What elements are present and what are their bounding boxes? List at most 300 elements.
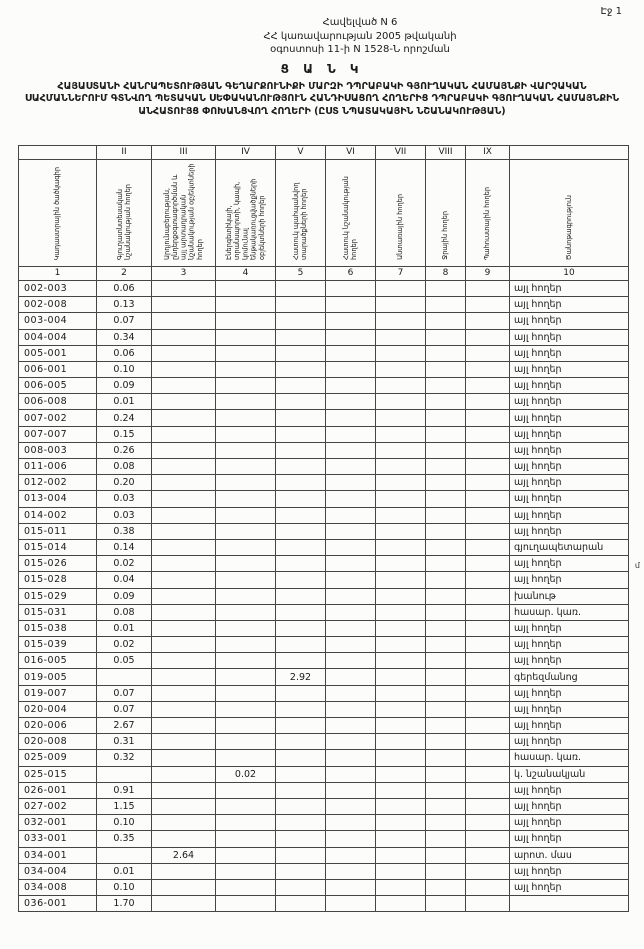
area-value-cell bbox=[152, 507, 216, 523]
note-cell: այլ հողեր bbox=[510, 701, 629, 717]
area-value-cell bbox=[216, 297, 276, 313]
area-value-cell bbox=[466, 588, 510, 604]
area-value-cell bbox=[152, 378, 216, 394]
area-value-cell bbox=[376, 782, 426, 798]
area-value-cell bbox=[376, 588, 426, 604]
area-value-cell: 0.14 bbox=[97, 539, 152, 555]
area-value-cell bbox=[276, 620, 326, 636]
area-value-cell: 0.01 bbox=[97, 863, 152, 879]
area-value-cell bbox=[276, 394, 326, 410]
table-row bbox=[19, 669, 629, 685]
area-value-cell bbox=[276, 653, 326, 669]
cadastral-code-cell: 007-002 bbox=[19, 410, 97, 426]
cadastral-code-cell: 008-003 bbox=[19, 442, 97, 458]
area-value-cell bbox=[276, 604, 326, 620]
note-cell: այլ հողեր bbox=[510, 620, 629, 636]
area-value-cell bbox=[216, 701, 276, 717]
cadastral-code-cell: 011-006 bbox=[19, 459, 97, 475]
table-row bbox=[19, 734, 629, 750]
roman-numeral-row bbox=[19, 145, 629, 159]
area-value-cell bbox=[376, 637, 426, 653]
cadastral-code-cell: 034-004 bbox=[19, 863, 97, 879]
vertical-label: Արդյունաբերության, ընդերքօգտագործման և այլ արտադրական նշանակության օբյեկտների հողեր bbox=[162, 163, 204, 260]
area-value-cell bbox=[152, 394, 216, 410]
area-value-cell bbox=[466, 701, 510, 717]
area-value-cell bbox=[216, 718, 276, 734]
area-value-cell bbox=[426, 847, 466, 863]
note-cell: արոտ. մաս bbox=[510, 847, 629, 863]
area-value-cell bbox=[466, 653, 510, 669]
area-value-cell bbox=[426, 669, 466, 685]
area-value-cell bbox=[326, 572, 376, 588]
area-value-cell bbox=[276, 701, 326, 717]
area-value-cell bbox=[376, 297, 426, 313]
area-value-cell bbox=[326, 896, 376, 912]
area-value-cell bbox=[152, 863, 216, 879]
list-heading: Ց Ա Ն Կ bbox=[280, 61, 364, 76]
area-value-cell bbox=[466, 491, 510, 507]
area-value-cell bbox=[152, 750, 216, 766]
area-value-cell bbox=[152, 459, 216, 475]
table-row bbox=[19, 459, 629, 475]
appendix-title: Հավելված N 6 bbox=[322, 17, 398, 28]
area-value-cell bbox=[216, 734, 276, 750]
area-value-cell bbox=[152, 782, 216, 798]
note-cell bbox=[510, 896, 629, 912]
area-value-cell bbox=[376, 815, 426, 831]
area-value-cell bbox=[426, 442, 466, 458]
area-value-cell bbox=[376, 361, 426, 377]
area-value-cell bbox=[426, 556, 466, 572]
area-value-cell bbox=[466, 394, 510, 410]
area-value-cell: 0.05 bbox=[97, 653, 152, 669]
area-value-cell bbox=[152, 442, 216, 458]
area-value-cell bbox=[152, 426, 216, 442]
area-value-cell: 0.09 bbox=[97, 588, 152, 604]
column-label-water bbox=[426, 159, 466, 266]
area-value-cell: 0.02 bbox=[216, 766, 276, 782]
area-value-cell bbox=[216, 653, 276, 669]
area-value-cell bbox=[326, 329, 376, 345]
table-row bbox=[19, 718, 629, 734]
area-value-cell bbox=[216, 475, 276, 491]
area-value-cell bbox=[466, 798, 510, 814]
area-value-cell bbox=[152, 297, 216, 313]
column-label-protected-areas bbox=[276, 159, 326, 266]
area-value-cell bbox=[426, 766, 466, 782]
area-value-cell bbox=[426, 685, 466, 701]
note-cell: այլ հողեր bbox=[510, 863, 629, 879]
area-value-cell bbox=[426, 475, 466, 491]
area-value-cell bbox=[376, 426, 426, 442]
area-value-cell bbox=[376, 556, 426, 572]
area-value-cell bbox=[216, 815, 276, 831]
cadastral-code-cell: 015-014 bbox=[19, 539, 97, 555]
area-value-cell bbox=[326, 426, 376, 442]
roman-numeral-cell: IX bbox=[466, 145, 510, 159]
area-value-cell bbox=[466, 766, 510, 782]
scan-artifact: մ bbox=[634, 561, 640, 570]
column-number-cell: 9 bbox=[466, 266, 510, 280]
table-row bbox=[19, 766, 629, 782]
table-row bbox=[19, 394, 629, 410]
area-value-cell bbox=[276, 345, 326, 361]
note-cell: այլ հողեր bbox=[510, 410, 629, 426]
area-value-cell bbox=[326, 297, 376, 313]
area-value-cell bbox=[426, 361, 466, 377]
table-row bbox=[19, 410, 629, 426]
area-value-cell bbox=[152, 798, 216, 814]
column-label-cadastral-code bbox=[19, 159, 97, 266]
area-value-cell bbox=[216, 896, 276, 912]
area-value-cell bbox=[426, 863, 466, 879]
cadastral-code-cell: 014-002 bbox=[19, 507, 97, 523]
area-value-cell bbox=[466, 345, 510, 361]
area-value-cell bbox=[326, 815, 376, 831]
area-value-cell bbox=[152, 491, 216, 507]
area-value-cell: 0.02 bbox=[97, 637, 152, 653]
area-value-cell bbox=[152, 637, 216, 653]
area-value-cell bbox=[376, 750, 426, 766]
area-value-cell bbox=[216, 394, 276, 410]
cadastral-code-cell: 002-003 bbox=[19, 280, 97, 296]
area-value-cell bbox=[376, 701, 426, 717]
area-value-cell bbox=[376, 442, 426, 458]
table-row bbox=[19, 750, 629, 766]
column-label-agricultural bbox=[97, 159, 152, 266]
area-value-cell: 0.03 bbox=[97, 491, 152, 507]
table-row bbox=[19, 831, 629, 847]
table-row bbox=[19, 297, 629, 313]
roman-numeral-cell: IV bbox=[216, 145, 276, 159]
table-row bbox=[19, 588, 629, 604]
cadastral-code-cell: 006-008 bbox=[19, 394, 97, 410]
table-row bbox=[19, 685, 629, 701]
area-value-cell bbox=[466, 410, 510, 426]
area-value-cell bbox=[466, 685, 510, 701]
column-number-cell: 10 bbox=[510, 266, 629, 280]
note-cell: հասար. կառ. bbox=[510, 604, 629, 620]
note-cell: այլ հողեր bbox=[510, 734, 629, 750]
area-value-cell bbox=[152, 523, 216, 539]
roman-numeral-cell: II bbox=[97, 145, 152, 159]
area-value-cell bbox=[152, 815, 216, 831]
column-label-notes bbox=[510, 159, 629, 266]
table-row bbox=[19, 572, 629, 588]
area-value-cell bbox=[376, 604, 426, 620]
cadastral-code-cell: 015-026 bbox=[19, 556, 97, 572]
column-number-cell: 4 bbox=[216, 266, 276, 280]
note-cell: այլ հողեր bbox=[510, 280, 629, 296]
area-value-cell bbox=[326, 863, 376, 879]
area-value-cell: 2.67 bbox=[97, 718, 152, 734]
area-value-cell: 0.01 bbox=[97, 620, 152, 636]
note-cell: այլ հողեր bbox=[510, 313, 629, 329]
note-cell: այլ հողեր bbox=[510, 523, 629, 539]
area-value-cell bbox=[326, 653, 376, 669]
area-value-cell bbox=[426, 750, 466, 766]
area-value-cell bbox=[152, 313, 216, 329]
table-row bbox=[19, 539, 629, 555]
area-value-cell bbox=[326, 556, 376, 572]
area-value-cell bbox=[216, 426, 276, 442]
area-value-cell: 0.13 bbox=[97, 297, 152, 313]
area-value-cell bbox=[426, 523, 466, 539]
cadastral-code-cell: 015-029 bbox=[19, 588, 97, 604]
area-value-cell bbox=[276, 297, 326, 313]
area-value-cell bbox=[152, 685, 216, 701]
page-number: Էջ 1 bbox=[600, 6, 622, 17]
area-value-cell bbox=[426, 394, 466, 410]
area-value-cell bbox=[466, 523, 510, 539]
area-value-cell bbox=[276, 426, 326, 442]
area-value-cell bbox=[276, 847, 326, 863]
table-row bbox=[19, 782, 629, 798]
note-cell: այլ հողեր bbox=[510, 378, 629, 394]
note-cell: այլ հողեր bbox=[510, 491, 629, 507]
area-value-cell: 0.32 bbox=[97, 750, 152, 766]
table-row bbox=[19, 604, 629, 620]
note-cell: այլ հողեր bbox=[510, 831, 629, 847]
note-cell: խանութ bbox=[510, 588, 629, 604]
area-value-cell bbox=[426, 329, 466, 345]
area-value-cell bbox=[376, 280, 426, 296]
area-value-cell bbox=[326, 750, 376, 766]
cadastral-code-cell: 034-001 bbox=[19, 847, 97, 863]
cadastral-code-cell: 027-002 bbox=[19, 798, 97, 814]
cadastral-code-cell: 020-004 bbox=[19, 701, 97, 717]
note-cell: այլ հողեր bbox=[510, 556, 629, 572]
table-row bbox=[19, 361, 629, 377]
area-value-cell bbox=[326, 879, 376, 895]
column-number-cell: 6 bbox=[326, 266, 376, 280]
area-value-cell bbox=[326, 718, 376, 734]
area-value-cell bbox=[376, 879, 426, 895]
area-value-cell bbox=[326, 313, 376, 329]
table-row bbox=[19, 847, 629, 863]
area-value-cell bbox=[276, 637, 326, 653]
area-value-cell bbox=[152, 556, 216, 572]
area-value-cell bbox=[466, 539, 510, 555]
area-value-cell bbox=[276, 879, 326, 895]
area-value-cell bbox=[216, 798, 276, 814]
area-value-cell bbox=[152, 669, 216, 685]
area-value-cell bbox=[376, 766, 426, 782]
area-value-cell: 0.07 bbox=[97, 701, 152, 717]
area-value-cell bbox=[376, 863, 426, 879]
area-value-cell bbox=[326, 345, 376, 361]
note-cell: գերեզմանոց bbox=[510, 669, 629, 685]
area-value-cell bbox=[216, 863, 276, 879]
area-value-cell: 0.10 bbox=[97, 879, 152, 895]
column-label-industrial bbox=[152, 159, 216, 266]
area-value-cell bbox=[376, 847, 426, 863]
area-value-cell bbox=[326, 280, 376, 296]
area-value-cell bbox=[276, 798, 326, 814]
area-value-cell bbox=[326, 539, 376, 555]
area-value-cell bbox=[216, 637, 276, 653]
area-value-cell bbox=[326, 637, 376, 653]
note-cell: այլ հողեր bbox=[510, 345, 629, 361]
area-value-cell bbox=[276, 718, 326, 734]
area-value-cell bbox=[326, 620, 376, 636]
area-value-cell bbox=[376, 669, 426, 685]
area-value-cell bbox=[326, 361, 376, 377]
area-value-cell bbox=[326, 459, 376, 475]
area-value-cell bbox=[326, 394, 376, 410]
roman-numeral-cell: VII bbox=[376, 145, 426, 159]
area-value-cell: 2.92 bbox=[276, 669, 326, 685]
appendix-block bbox=[120, 16, 600, 57]
cadastral-code-cell: 015-011 bbox=[19, 523, 97, 539]
area-value-cell bbox=[326, 491, 376, 507]
cadastral-code-cell: 015-038 bbox=[19, 620, 97, 636]
area-value-cell bbox=[276, 459, 326, 475]
area-value-cell bbox=[426, 539, 466, 555]
area-value-cell bbox=[326, 378, 376, 394]
area-value-cell bbox=[276, 378, 326, 394]
area-value-cell: 0.31 bbox=[97, 734, 152, 750]
area-value-cell bbox=[376, 798, 426, 814]
cadastral-code-cell: 036-001 bbox=[19, 896, 97, 912]
table-row bbox=[19, 637, 629, 653]
area-value-cell bbox=[276, 734, 326, 750]
area-value-cell: 0.09 bbox=[97, 378, 152, 394]
area-value-cell bbox=[466, 426, 510, 442]
area-value-cell bbox=[152, 361, 216, 377]
area-value-cell bbox=[326, 669, 376, 685]
area-value-cell: 0.20 bbox=[97, 475, 152, 491]
roman-numeral-cell bbox=[19, 145, 97, 159]
cadastral-code-cell: 002-008 bbox=[19, 297, 97, 313]
area-value-cell bbox=[152, 410, 216, 426]
area-value-cell bbox=[152, 475, 216, 491]
cadastral-code-cell: 012-002 bbox=[19, 475, 97, 491]
note-cell: այլ հողեր bbox=[510, 459, 629, 475]
cadastral-code-cell: 016-005 bbox=[19, 653, 97, 669]
area-value-cell bbox=[326, 766, 376, 782]
area-value-cell: 0.08 bbox=[97, 604, 152, 620]
area-value-cell: 0.91 bbox=[97, 782, 152, 798]
area-value-cell bbox=[216, 669, 276, 685]
area-value-cell bbox=[326, 782, 376, 798]
area-value-cell bbox=[276, 815, 326, 831]
area-value-cell bbox=[152, 280, 216, 296]
vertical-label: Կադաստրային ծածկագիր bbox=[53, 166, 62, 260]
area-value-cell bbox=[152, 345, 216, 361]
area-value-cell bbox=[152, 329, 216, 345]
area-value-cell bbox=[426, 831, 466, 847]
area-value-cell bbox=[152, 701, 216, 717]
area-value-cell bbox=[426, 410, 466, 426]
area-value-cell bbox=[466, 507, 510, 523]
area-value-cell bbox=[466, 280, 510, 296]
area-value-cell bbox=[276, 766, 326, 782]
area-value-cell: 0.34 bbox=[97, 329, 152, 345]
cadastral-code-cell: 019-007 bbox=[19, 685, 97, 701]
note-cell: գյուղապետարան bbox=[510, 539, 629, 555]
area-value-cell bbox=[276, 588, 326, 604]
area-value-cell bbox=[276, 410, 326, 426]
area-value-cell bbox=[216, 459, 276, 475]
area-value-cell bbox=[466, 329, 510, 345]
cadastral-code-cell: 019-005 bbox=[19, 669, 97, 685]
area-value-cell bbox=[426, 879, 466, 895]
document-title: ՀԱՅԱՍՏԱՆԻ ՀԱՆՐԱՊԵՏՈՒԹՅԱՆ ԳԵՂԱՐՔՈՒՆԻՔԻ ՄԱՐԶԻ ԴՊՐԱԲԱԿԻ ԳՅՈՒՂԱԿԱՆ ՀԱՄԱՅՆՔԻ ՎԱՐՉԱԿԱՆ ՍԱՀՄԱՆՆԵՐՈՒՄ ԳՏՆՎՈՂ ՊԵՏԱԿԱՆ ՍԵՓԱԿԱՆՈՒԹՅՈՒՆ ՀԱՆԴԻՍԱՑՈՂ ՀՈՂԵՐԻՑ ԴՊՐԱԲԱԿԻ ԳՅՈՒՂԱԿԱՆ ՀԱՄԱՅՆՔԻՆ ԱՆՀԱՏՈՒՅՑ ՓՈԽԱՆՑՎՈՂ ՀՈՂԵՐԻ (ԸՍՏ ՆՊԱՏԱԿԱՅԻՆ ՆՇԱՆԱԿՈՒԹՅԱՆ) bbox=[24, 80, 620, 118]
vertical-label: Հատուկ նշանակության հողեր bbox=[342, 176, 359, 260]
cadastral-code-cell: 005-001 bbox=[19, 345, 97, 361]
area-value-cell bbox=[376, 313, 426, 329]
area-value-cell bbox=[216, 604, 276, 620]
column-label-special-purpose bbox=[326, 159, 376, 266]
area-value-cell bbox=[376, 475, 426, 491]
area-value-cell bbox=[426, 280, 466, 296]
area-value-cell bbox=[426, 588, 466, 604]
cadastral-code-cell: 020-006 bbox=[19, 718, 97, 734]
area-value-cell bbox=[376, 718, 426, 734]
area-value-cell bbox=[152, 831, 216, 847]
area-value-cell bbox=[376, 410, 426, 426]
area-value-cell: 1.15 bbox=[97, 798, 152, 814]
area-value-cell: 0.15 bbox=[97, 426, 152, 442]
cadastral-code-cell: 006-005 bbox=[19, 378, 97, 394]
area-value-cell: 0.03 bbox=[97, 507, 152, 523]
table-row bbox=[19, 701, 629, 717]
area-value-cell bbox=[216, 523, 276, 539]
table-row bbox=[19, 815, 629, 831]
table-row bbox=[19, 507, 629, 523]
note-cell: այլ հողեր bbox=[510, 394, 629, 410]
area-value-cell bbox=[426, 653, 466, 669]
note-cell: այլ հողեր bbox=[510, 798, 629, 814]
area-value-cell bbox=[426, 491, 466, 507]
table-row bbox=[19, 491, 629, 507]
area-value-cell bbox=[466, 361, 510, 377]
area-value-cell bbox=[152, 653, 216, 669]
roman-numeral-cell: VIII bbox=[426, 145, 466, 159]
area-value-cell bbox=[216, 831, 276, 847]
area-value-cell bbox=[326, 798, 376, 814]
area-value-cell bbox=[276, 475, 326, 491]
area-value-cell bbox=[466, 879, 510, 895]
area-value-cell bbox=[216, 507, 276, 523]
table-row bbox=[19, 523, 629, 539]
area-value-cell bbox=[426, 507, 466, 523]
note-cell: կ. նշանակյան bbox=[510, 766, 629, 782]
area-value-cell bbox=[376, 491, 426, 507]
area-value-cell bbox=[276, 491, 326, 507]
area-value-cell bbox=[152, 620, 216, 636]
table-row bbox=[19, 313, 629, 329]
area-value-cell bbox=[326, 685, 376, 701]
area-value-cell: 0.01 bbox=[97, 394, 152, 410]
vertical-label: Պահուստային հողեր bbox=[483, 186, 492, 260]
area-value-cell bbox=[426, 604, 466, 620]
note-cell: այլ հողեր bbox=[510, 637, 629, 653]
note-cell: այլ հողեր bbox=[510, 653, 629, 669]
area-value-cell bbox=[326, 410, 376, 426]
table-row bbox=[19, 556, 629, 572]
vertical-label: Գյուղատնտեսական նշանակության հողեր bbox=[115, 183, 132, 260]
table-body bbox=[19, 280, 629, 911]
area-value-cell bbox=[97, 669, 152, 685]
area-value-cell bbox=[216, 410, 276, 426]
area-value-cell bbox=[376, 734, 426, 750]
cadastral-code-cell: 015-039 bbox=[19, 637, 97, 653]
area-value-cell bbox=[216, 345, 276, 361]
area-value-cell bbox=[376, 459, 426, 475]
column-label-forest bbox=[376, 159, 426, 266]
